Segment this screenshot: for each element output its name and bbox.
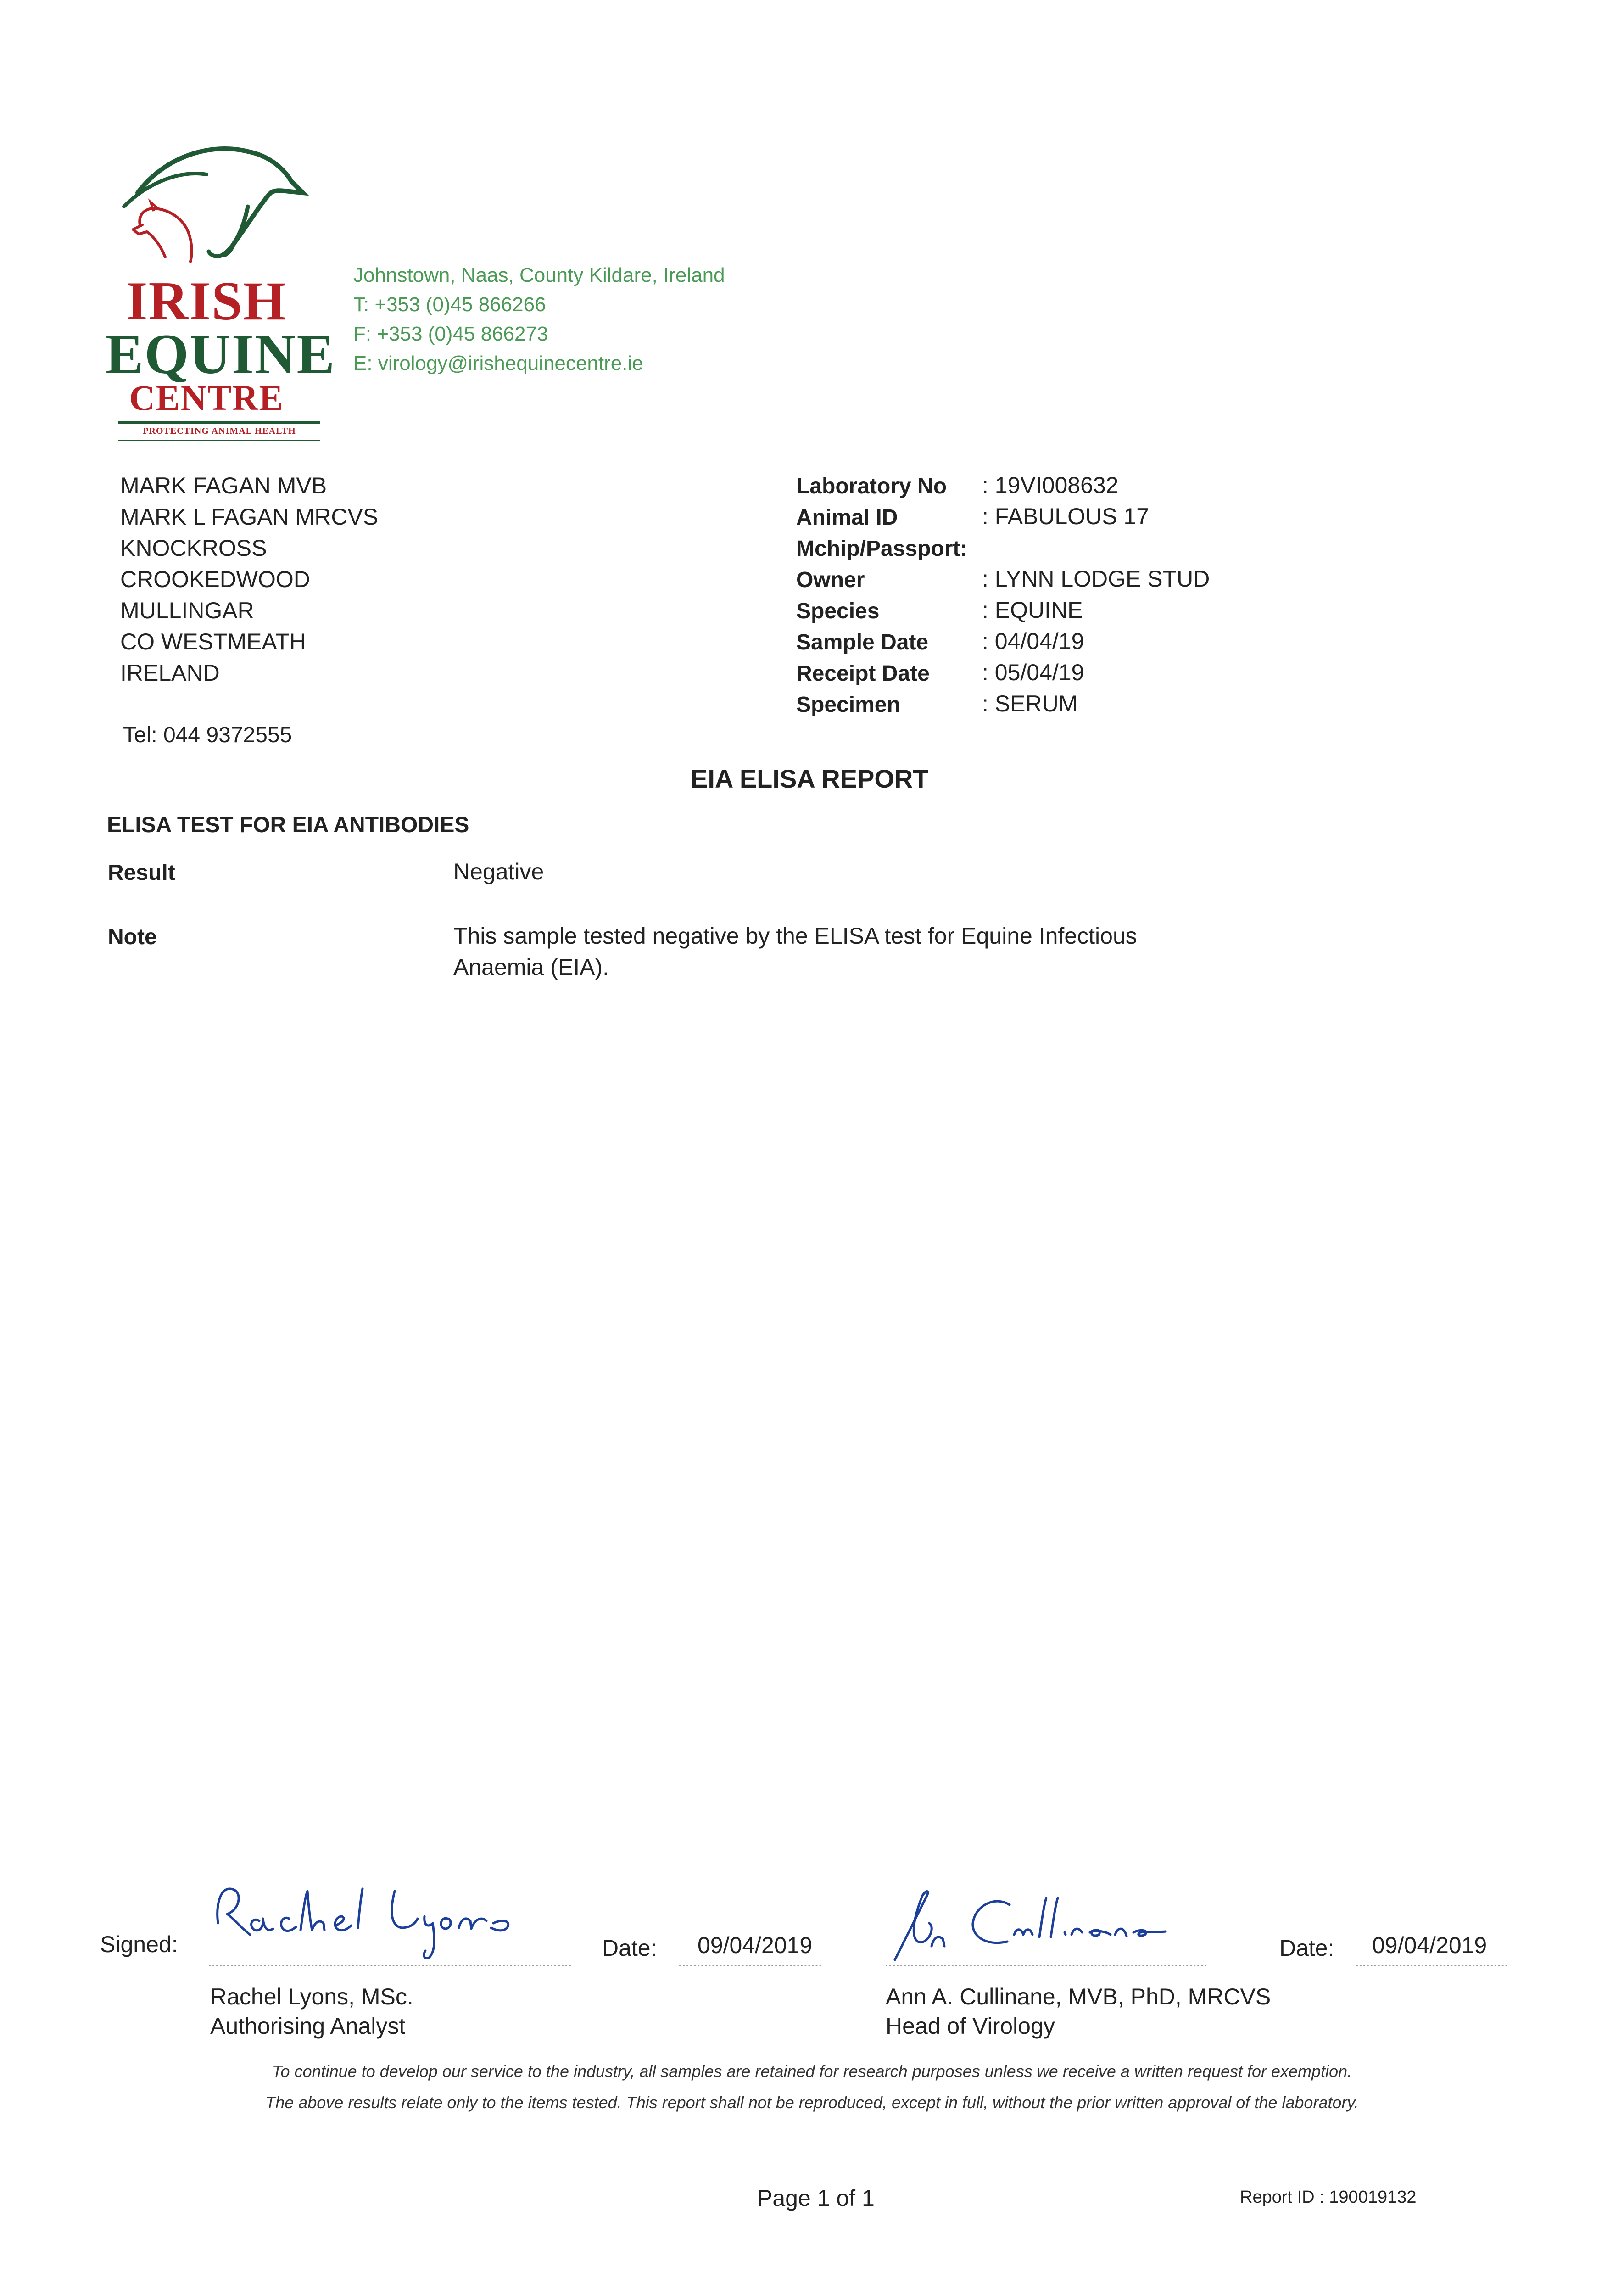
contact-email-value: virology@irishequinecentre.ie — [378, 352, 643, 375]
recipient-line: MULLINGAR — [120, 598, 254, 623]
detail-value-species: : EQUINE — [982, 597, 1083, 623]
recipient-line: CO WESTMEATH — [120, 629, 306, 655]
contact-phone — [353, 290, 546, 319]
result-value: Negative — [453, 859, 544, 884]
detail-value-owner: : LYNN LODGE STUD — [982, 566, 1210, 592]
signature-line-left — [209, 1965, 571, 1966]
contact-email-label: E: — [353, 352, 373, 375]
detail-label-sample-date: Sample Date — [796, 630, 929, 655]
detail-label-species: Species — [796, 599, 880, 623]
horse-logo-icon — [110, 138, 330, 289]
detail-value-animal-id: : FABULOUS 17 — [982, 504, 1150, 529]
rachel-lyons-signature-icon — [209, 1873, 521, 1965]
report-title: EIA ELISA REPORT — [691, 764, 929, 793]
signatory-name-right: Ann A. Cullinane, MVB, PhD, MRCVS — [886, 1984, 1271, 2010]
signature-line-right — [886, 1965, 1207, 1966]
irish-equine-centre-logo — [106, 138, 336, 450]
date-line-left — [679, 1965, 821, 1966]
contact-phone-value: +353 (0)45 866266 — [374, 293, 546, 316]
note-label: Note — [108, 925, 157, 949]
recipient-line: MARK L FAGAN MRCVS — [120, 504, 379, 530]
detail-value-laboratory-no: : 19VI008632 — [982, 472, 1119, 498]
date-label-right: Date: — [1279, 1935, 1334, 1961]
footer-retention-note: To continue to develop our service to the industry, all samples are retained for research purposes unless we receive a written request for exemption. — [272, 2062, 1352, 2081]
contact-fax — [353, 319, 548, 349]
recipient-line: KNOCKROSS — [120, 535, 267, 561]
date-value-right: 09/04/2019 — [1372, 1932, 1487, 1958]
report-id: Report ID : 190019132 — [1240, 2188, 1417, 2207]
detail-label-specimen: Specimen — [796, 693, 900, 717]
detail-label-mchip: Mchip/Passport: — [796, 537, 968, 561]
detail-label-laboratory-no: Laboratory No — [796, 474, 947, 498]
logo-word-irish: IRISH — [126, 270, 287, 331]
recipient-line: MARK FAGAN MVB — [120, 473, 327, 498]
logo-divider — [118, 421, 320, 424]
note-line: Anaemia (EIA). — [453, 954, 609, 980]
date-label-left: Date: — [602, 1935, 657, 1961]
detail-value-specimen: : SERUM — [982, 691, 1078, 716]
contact-phone-label: T: — [353, 293, 369, 316]
contact-fax-label: F: — [353, 323, 372, 345]
date-line-right — [1356, 1965, 1507, 1966]
note-line: This sample tested negative by the ELISA test for Equine Infectious — [453, 923, 1137, 949]
recipient-line: IRELAND — [120, 660, 220, 686]
detail-value-receipt-date: : 05/04/19 — [982, 660, 1084, 685]
recipient-line: CROOKEDWOOD — [120, 566, 310, 592]
detail-value-sample-date: : 04/04/19 — [982, 628, 1084, 654]
result-label: Result — [108, 861, 175, 885]
page-number: Page 1 of 1 — [757, 2185, 875, 2211]
detail-label-animal-id: Animal ID — [796, 505, 898, 530]
contact-address: Johnstown, Naas, County Kildare, Ireland — [353, 264, 725, 286]
signed-label: Signed: — [100, 1931, 178, 1957]
logo-tagline: PROTECTING ANIMAL HEALTH — [143, 426, 296, 436]
logo-word-equine: EQUINE — [106, 323, 336, 386]
date-value-left: 09/04/2019 — [698, 1932, 813, 1958]
ann-cullinane-signature-icon — [886, 1877, 1198, 1969]
signatory-title-right: Head of Virology — [886, 2013, 1055, 2039]
signatory-title-left: Authorising Analyst — [210, 2013, 406, 2039]
recipient-tel: Tel: 044 9372555 — [123, 723, 292, 747]
contact-email — [353, 349, 643, 378]
signatory-name-left: Rachel Lyons, MSc. — [210, 1984, 413, 2010]
footer-disclaimer: The above results relate only to the items tested. This report shall not be reproduced, except in full, without the prior written approval of the laboratory. — [265, 2093, 1359, 2112]
detail-label-receipt-date: Receipt Date — [796, 661, 930, 686]
contact-fax-value: +353 (0)45 866273 — [377, 323, 548, 345]
section-heading: ELISA TEST FOR EIA ANTIBODIES — [107, 813, 469, 837]
logo-divider-bottom — [118, 440, 320, 441]
logo-word-centre: CENTRE — [129, 378, 284, 418]
detail-label-owner: Owner — [796, 568, 865, 592]
